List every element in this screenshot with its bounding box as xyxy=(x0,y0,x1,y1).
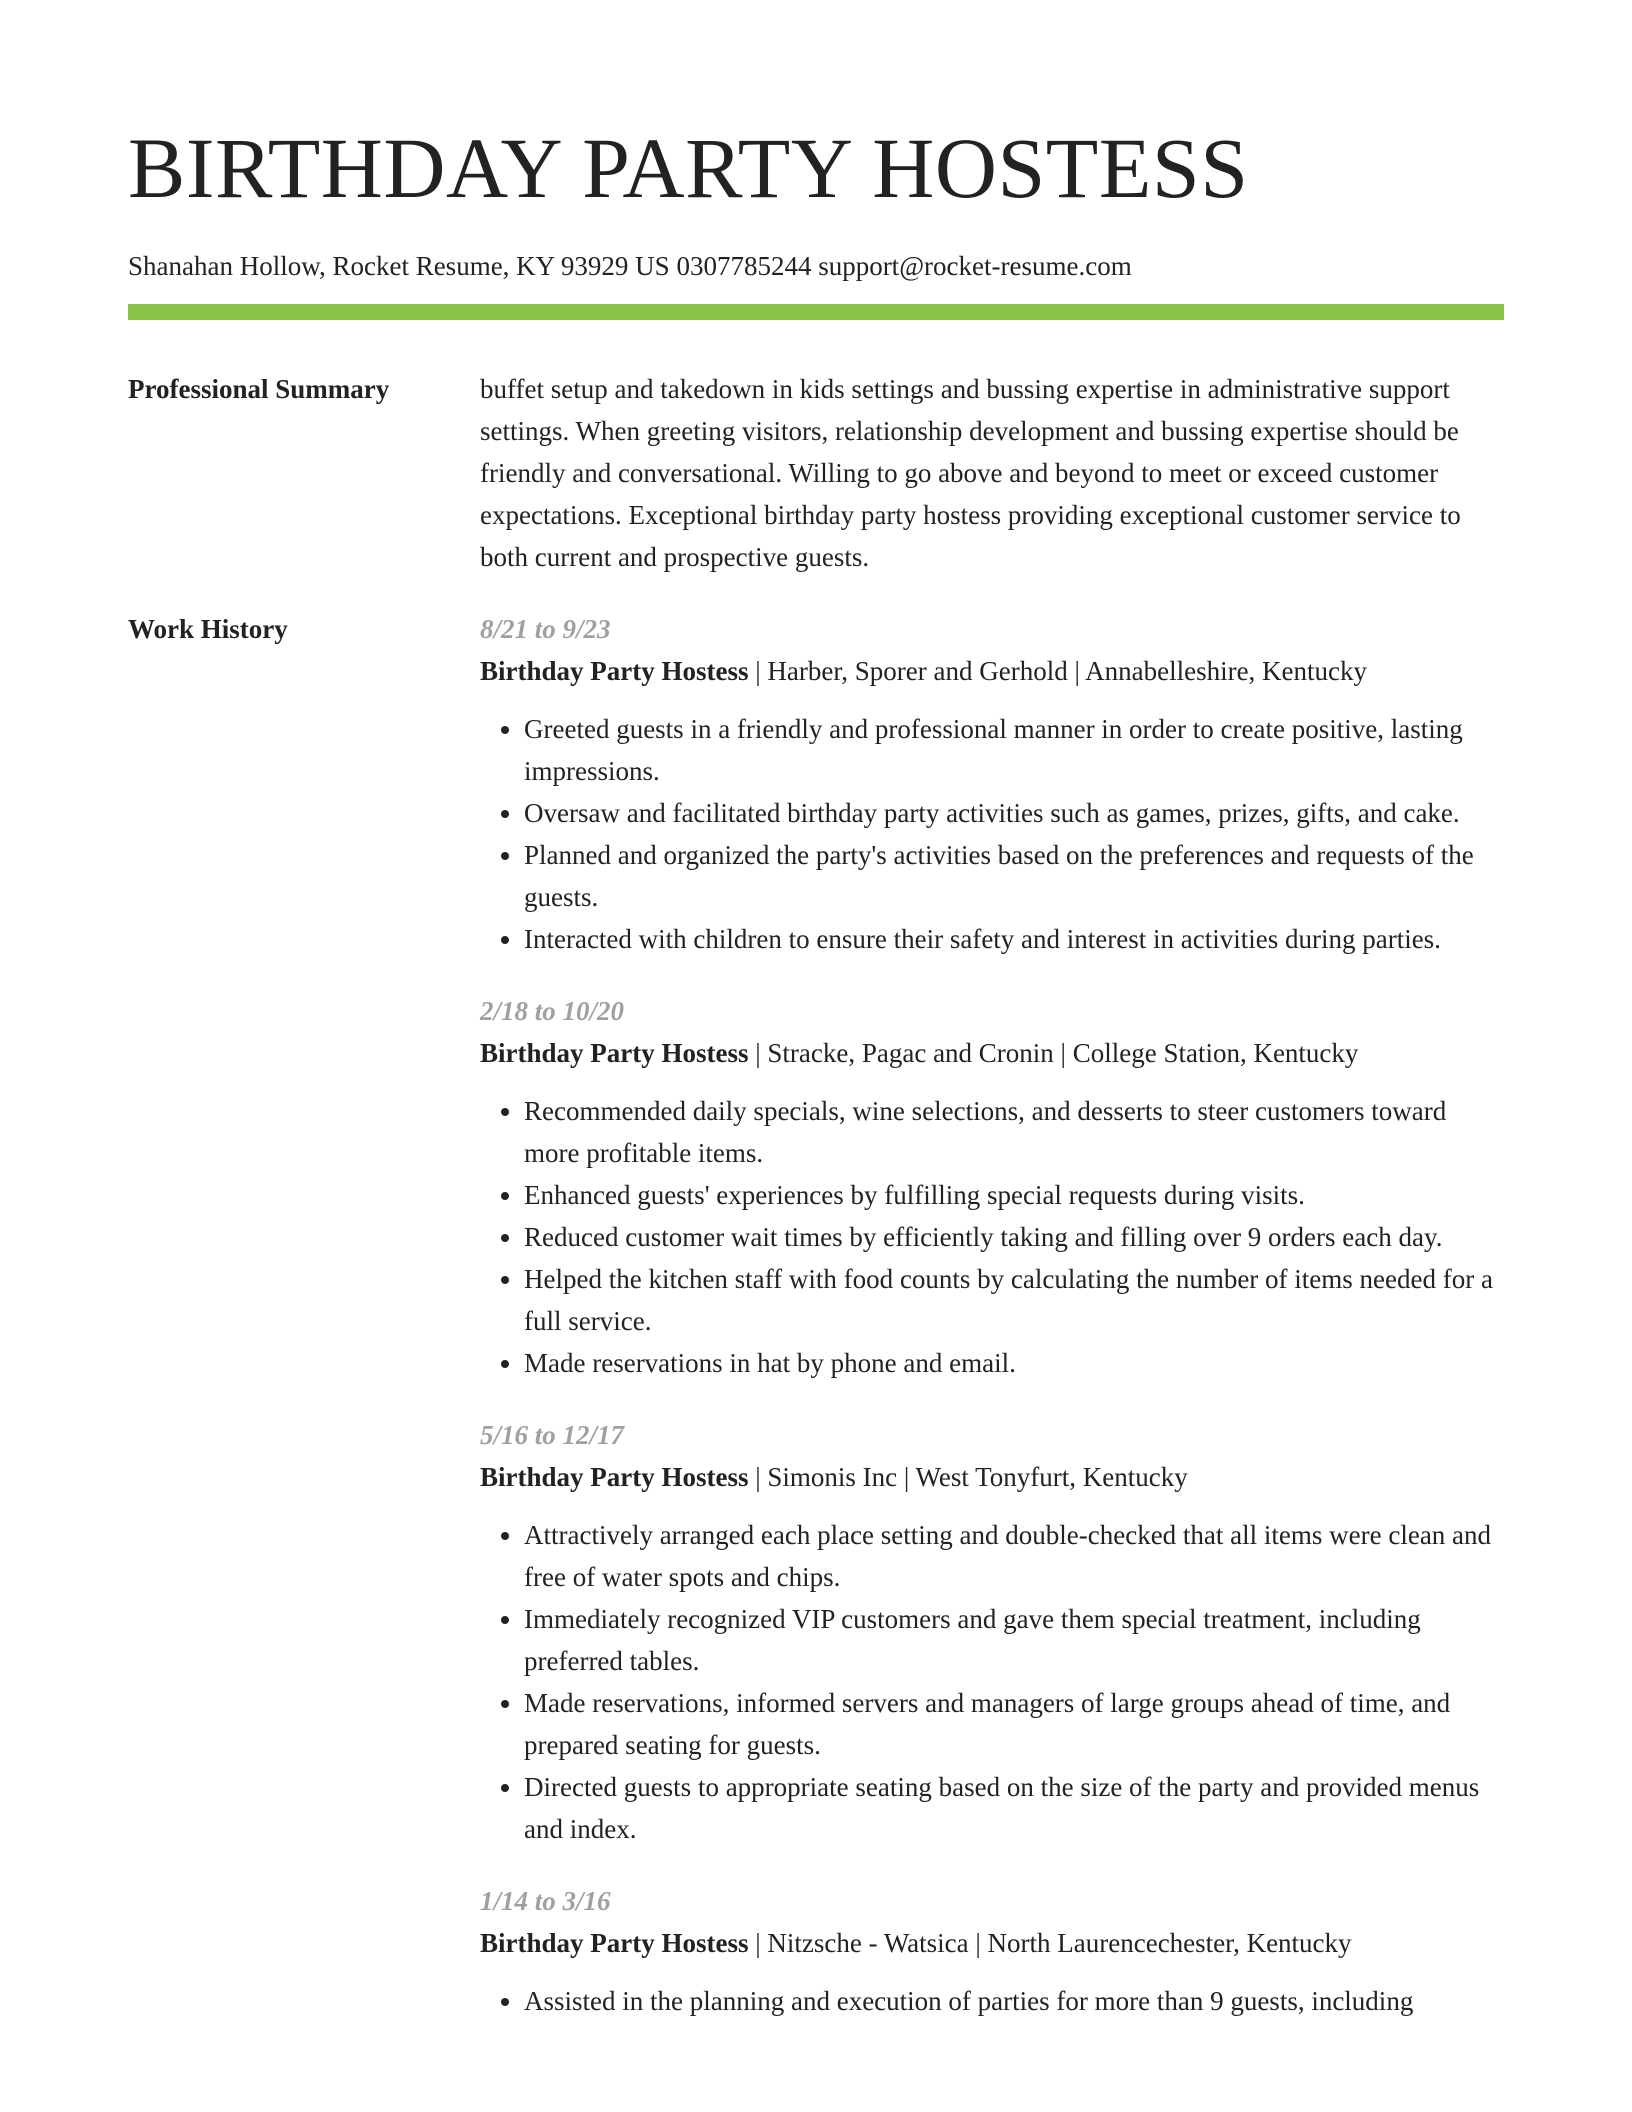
job-heading-line xyxy=(480,1456,1504,1498)
job-bullet: • Helped the kitchen staff with food counts by calculating the number of items needed for a full service. xyxy=(524,1258,1504,1342)
summary-text: buffet setup and takedown in kids settings and bussing expertise in administrative support settings. When greeting visitors, relationship development and bussing expertise should be friendly and conversational. Willing to go above and beyond to meet or exceed customer expectations. Exceptional birthday party hostess providing exceptional customer service to both current and prospective guests. xyxy=(480,374,1461,572)
job-title: Birthday Party Hostess xyxy=(480,1462,749,1492)
job-dates: 8/21 to 9/23 xyxy=(480,614,611,644)
job-company-location: | Simonis Inc | West Tonyfurt, Kentucky xyxy=(748,1462,1188,1492)
job-bullet: • Made reservations in hat by phone and email. xyxy=(524,1342,1504,1384)
job-company-location: | Stracke, Pagac and Cronin | College Station, Kentucky xyxy=(748,1038,1359,1068)
job-bullet: • Interacted with children to ensure their safety and interest in activities during parties. xyxy=(524,918,1504,960)
job-bullet-list xyxy=(480,1090,1504,1384)
job-entry xyxy=(480,1414,1504,1850)
job-bullet: • Enhanced guests' experiences by fulfilling special requests during visits. xyxy=(524,1174,1504,1216)
summary-section xyxy=(128,368,1504,578)
resume-page xyxy=(128,0,1504,2022)
job-title: Birthday Party Hostess xyxy=(480,1038,749,1068)
job-title: Birthday Party Hostess xyxy=(480,1928,749,1958)
job-dates: 1/14 to 3/16 xyxy=(480,1886,611,1916)
job-heading-line xyxy=(480,1032,1504,1074)
work-history-list xyxy=(480,608,1504,2022)
resume-name: BIRTHDAY PARTY HOSTESS xyxy=(128,120,1249,216)
job-bullet: • Greeted guests in a friendly and professional manner in order to create positive, lasting impressions. xyxy=(524,708,1504,792)
job-bullet: • Assisted in the planning and execution of parties for more than 9 guests, including xyxy=(524,1980,1504,2022)
job-entry xyxy=(480,990,1504,1384)
job-bullet: • Attractively arranged each place setting and double-checked that all items were clean and free of water spots and chips. xyxy=(524,1514,1504,1598)
job-dates: 5/16 to 12/17 xyxy=(480,1420,625,1450)
job-entry xyxy=(480,608,1504,960)
job-bullet: • Oversaw and facilitated birthday party activities such as games, prizes, gifts, and cake. xyxy=(524,792,1504,834)
job-entry xyxy=(480,1880,1504,2022)
job-bullet: • Made reservations, informed servers and managers of large groups ahead of time, and prepared seating for guests. xyxy=(524,1682,1504,1766)
job-bullet-list xyxy=(480,1980,1504,2022)
job-dates: 2/18 to 10/20 xyxy=(480,996,625,1026)
job-bullet: • Reduced customer wait times by efficiently taking and filling over 9 orders each day. xyxy=(524,1216,1504,1258)
job-heading-line xyxy=(480,1922,1504,1964)
accent-divider xyxy=(128,304,1504,320)
work-history-section xyxy=(128,608,1504,2022)
job-bullet: • Immediately recognized VIP customers and gave them special treatment, including preferred tables. xyxy=(524,1598,1504,1682)
job-company-location: | Nitzsche - Watsica | North Laurencechester, Kentucky xyxy=(748,1928,1352,1958)
job-bullet-list xyxy=(480,1514,1504,1850)
job-bullet-list xyxy=(480,708,1504,960)
job-bullet: • Recommended daily specials, wine selections, and desserts to steer customers toward more profitable items. xyxy=(524,1090,1504,1174)
job-title: Birthday Party Hostess xyxy=(480,656,749,686)
work-history-heading: Work History xyxy=(128,614,288,644)
job-bullet: • Planned and organized the party's activities based on the preferences and requests of the guests. xyxy=(524,834,1504,918)
job-heading-line xyxy=(480,650,1504,692)
job-bullet: • Directed guests to appropriate seating based on the size of the party and provided menus and index. xyxy=(524,1766,1504,1850)
job-company-location: | Harber, Sporer and Gerhold | Annabelleshire, Kentucky xyxy=(748,656,1368,686)
contact-info: Shanahan Hollow, Rocket Resume, KY 93929 US 0307785244 support@rocket-resume.com xyxy=(128,251,1132,281)
summary-heading: Professional Summary xyxy=(128,374,390,404)
summary-body xyxy=(480,368,1504,578)
